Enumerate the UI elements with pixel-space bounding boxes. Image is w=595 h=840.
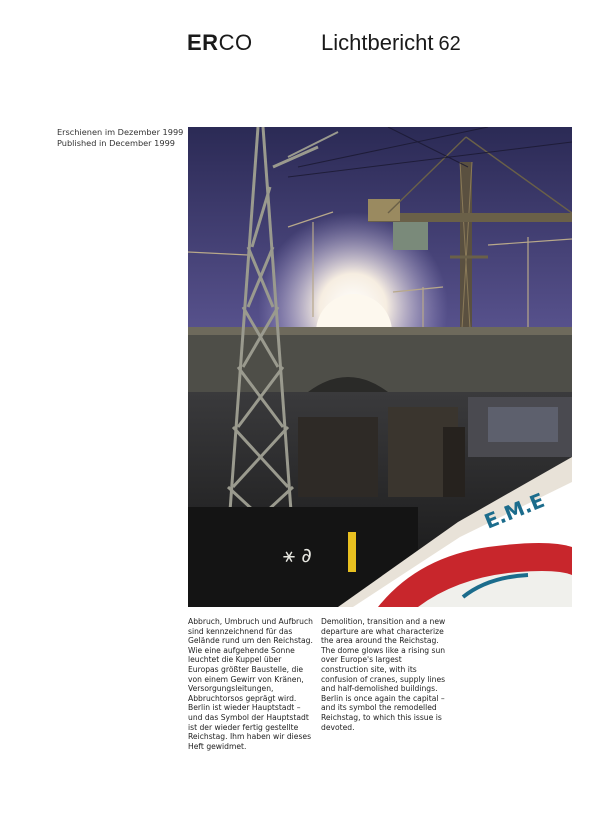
graffiti-tag: ⚹ ∂ <box>283 543 312 567</box>
publication-date-en: Published in December 1999 <box>57 137 175 148</box>
publication-date <box>57 127 183 148</box>
logo-bold-part: ER <box>187 30 219 55</box>
logo-thin-part: CO <box>218 30 253 55</box>
photo-illustration <box>188 127 572 607</box>
graffiti-letters: E.M.E <box>480 487 548 534</box>
reichstag-construction-photo <box>188 127 572 607</box>
issue-number: 62 <box>438 33 461 55</box>
german-intro-text: Abbruch, Umbruch und Aufbruch sind kennzeichnend für das Gelände rund um den Reichstag. Wie eine aufgehende Sonne leuchtet die Kuppel über Europas größter Baustelle, die von einem Gewirr von Kränen, Versorgungsleitungen, Abbruchtorsos geprägt wird. Berlin ist wieder Hauptstadt – und das Symbol der Hauptstadt ist der wieder fertig gestellte Reichstag. Ihm haben wir dieses Heft gewidmet. <box>188 617 313 751</box>
erco-logo <box>187 30 253 56</box>
magazine-title: Lichtbericht <box>321 30 434 55</box>
english-intro-text: Demolition, transition and a new departure are what characterize the area around the Reichstag. The dome glows like a rising sun over Europe's largest construction site, with its confusion of cranes, supply lines and half-demolished buildings. Berlin is once again the capital – and its symbol the remodelled Reichstag, to which this issue is devoted. <box>321 617 446 732</box>
publication-date-de: Erschienen im Dezember 1999 <box>57 127 184 137</box>
issue-title <box>321 30 461 56</box>
